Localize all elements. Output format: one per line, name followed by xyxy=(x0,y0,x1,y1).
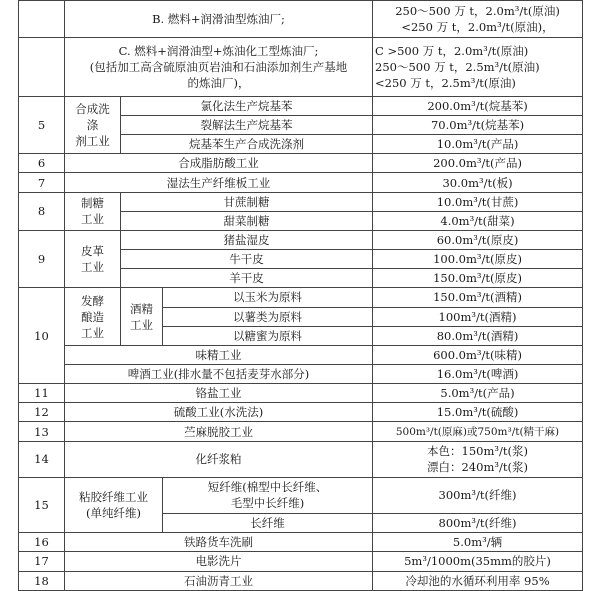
standard-cell: 15.0m³/t(硫酸) xyxy=(373,403,583,422)
table-row xyxy=(19,345,583,364)
table-row xyxy=(19,571,583,590)
table-row xyxy=(19,192,583,211)
number-cell: 10 xyxy=(19,288,65,384)
number-cell: 18 xyxy=(19,571,65,590)
table-row xyxy=(19,154,583,173)
item-cell: 苎麻脱胶工业 xyxy=(65,422,373,441)
standard-cell: 4.0m³/t(甜菜) xyxy=(373,211,583,230)
standard-cell: 10.0m³/t(产品) xyxy=(373,135,583,154)
number-cell: 17 xyxy=(19,552,65,571)
number-cell: 11 xyxy=(19,384,65,403)
number-cell: 7 xyxy=(19,173,65,192)
table-row xyxy=(19,96,583,115)
item-cell: 化纤浆粕 xyxy=(65,441,373,477)
standard-cell: 10.0m³/t(甘蔗) xyxy=(373,192,583,211)
item-cell: 短纤维(棉型中长纤维、 毛型中长纤维) xyxy=(163,477,373,513)
standard-cell: 本色：150m³/t(浆) 漂白：240m³/t(浆) xyxy=(373,441,583,477)
standard-cell: 150.0m³/t(酒精) xyxy=(373,288,583,307)
table-row xyxy=(19,533,583,552)
table-row xyxy=(19,288,583,307)
category-cell: 粘胶纤维工业 (单纯纤维) xyxy=(65,477,163,532)
item-cell: 甘蔗制糖 xyxy=(121,192,373,211)
category-cell: 皮革 工业 xyxy=(65,230,121,287)
table-row xyxy=(19,173,583,192)
standard-cell: 30.0m³/t(板) xyxy=(373,173,583,192)
item-cell: 以薯类为原料 xyxy=(163,307,373,326)
item-cell: 啤酒工业(排水量不包括麦芽水部分) xyxy=(65,365,373,384)
drainage-standard-table xyxy=(18,0,583,591)
item-cell: 烷基苯生产合成洗涤剂 xyxy=(121,135,373,154)
standard-cell: 100.0m³/t(原皮) xyxy=(373,250,583,269)
table-row xyxy=(19,403,583,422)
number-cell: 15 xyxy=(19,477,65,532)
item-cell: 以玉米为原料 xyxy=(163,288,373,307)
table-row xyxy=(19,441,583,477)
standard-cell: 5.0m³/辆 xyxy=(373,533,583,552)
number-cell: 8 xyxy=(19,192,65,230)
table-row xyxy=(19,477,583,513)
standard-cell: 冷却池的水循环利用率 95% xyxy=(373,571,583,590)
item-cell: 长纤维 xyxy=(163,514,373,533)
number-cell: 13 xyxy=(19,422,65,441)
item-cell: 牛干皮 xyxy=(121,250,373,269)
table-row xyxy=(19,422,583,441)
table-row xyxy=(19,230,583,249)
desc-cell: B. 燃料+润滑油型炼油厂; xyxy=(65,1,373,38)
standard-cell: 16.0m³/t(啤酒) xyxy=(373,365,583,384)
table-row xyxy=(19,365,583,384)
standard-cell: 150.0m³/t(原皮) xyxy=(373,269,583,288)
item-cell: 猪盐湿皮 xyxy=(121,230,373,249)
item-cell: 裂解法生产烷基苯 xyxy=(121,115,373,134)
table-row xyxy=(19,552,583,571)
number-cell xyxy=(19,1,65,38)
item-cell: 合成脂肪酸工业 xyxy=(65,154,373,173)
item-cell: 硫酸工业(水洗法) xyxy=(65,403,373,422)
item-cell: 甜菜制糖 xyxy=(121,211,373,230)
item-cell: 氯化法生产烷基苯 xyxy=(121,96,373,115)
number-cell: 9 xyxy=(19,230,65,287)
desc-cell: C. 燃料+润滑油型+炼油化工型炼油厂; (包括加工高含硫原油页岩油和石油添加剂生产基地 的炼油厂)， xyxy=(65,38,373,97)
number-cell: 16 xyxy=(19,533,65,552)
item-cell: 羊干皮 xyxy=(121,269,373,288)
standard-cell: 300m³/t(纤维) xyxy=(373,477,583,513)
item-cell: 铁路货车洗刷 xyxy=(65,533,373,552)
subcategory-cell: 酒精 工业 xyxy=(121,288,163,345)
standard-cell: 60.0m³/t(原皮) xyxy=(373,230,583,249)
number-cell: 12 xyxy=(19,403,65,422)
standard-cell: 100m³/t(酒精) xyxy=(373,307,583,326)
standard-cell: 800m³/t(纤维) xyxy=(373,514,583,533)
standard-cell: 80.0m³/t(酒精) xyxy=(373,326,583,345)
item-cell: 味精工业 xyxy=(65,345,373,364)
category-cell: 合成洗 涤 剂工业 xyxy=(65,96,121,153)
number-cell: 6 xyxy=(19,154,65,173)
number-cell: 14 xyxy=(19,441,65,477)
table-row xyxy=(19,38,583,97)
item-cell: 石油沥青工业 xyxy=(65,571,373,590)
standard-cell: 5.0m³/t(产品) xyxy=(373,384,583,403)
category-cell: 制糖 工业 xyxy=(65,192,121,230)
item-cell: 铬盐工业 xyxy=(65,384,373,403)
number-cell: 5 xyxy=(19,96,65,153)
standard-cell: 200.0m³/t(产品) xyxy=(373,154,583,173)
standard-cell: 70.0m³/t(烷基苯) xyxy=(373,115,583,134)
item-cell: 以糖蜜为原料 xyxy=(163,326,373,345)
standard-cell: 500m³/t(原麻)或750m³/t(精干麻) xyxy=(373,422,583,441)
item-cell: 电影洗片 xyxy=(65,552,373,571)
number-cell xyxy=(19,38,65,97)
standard-cell: 600.0m³/t(味精) xyxy=(373,345,583,364)
standard-cell: 200.0m³/t(烷基苯) xyxy=(373,96,583,115)
category-cell: 发酵 酿造 工业 xyxy=(65,288,121,345)
standard-cell: C >500 万 t，2.0m³/t(原油) 250～500 万 t，2.5m³/t(原油) <250 万 t，2.5m³/t(原油) xyxy=(373,38,583,97)
item-cell: 湿法生产纤维板工业 xyxy=(65,173,373,192)
standard-cell: 250～500 万 t，2.0m³/t(原油) <250 万 t，2.0m³/t(原油)， xyxy=(373,1,583,38)
standard-cell: 5m³/1000m(35mm的胶片) xyxy=(373,552,583,571)
table-row xyxy=(19,1,583,38)
table-row xyxy=(19,384,583,403)
